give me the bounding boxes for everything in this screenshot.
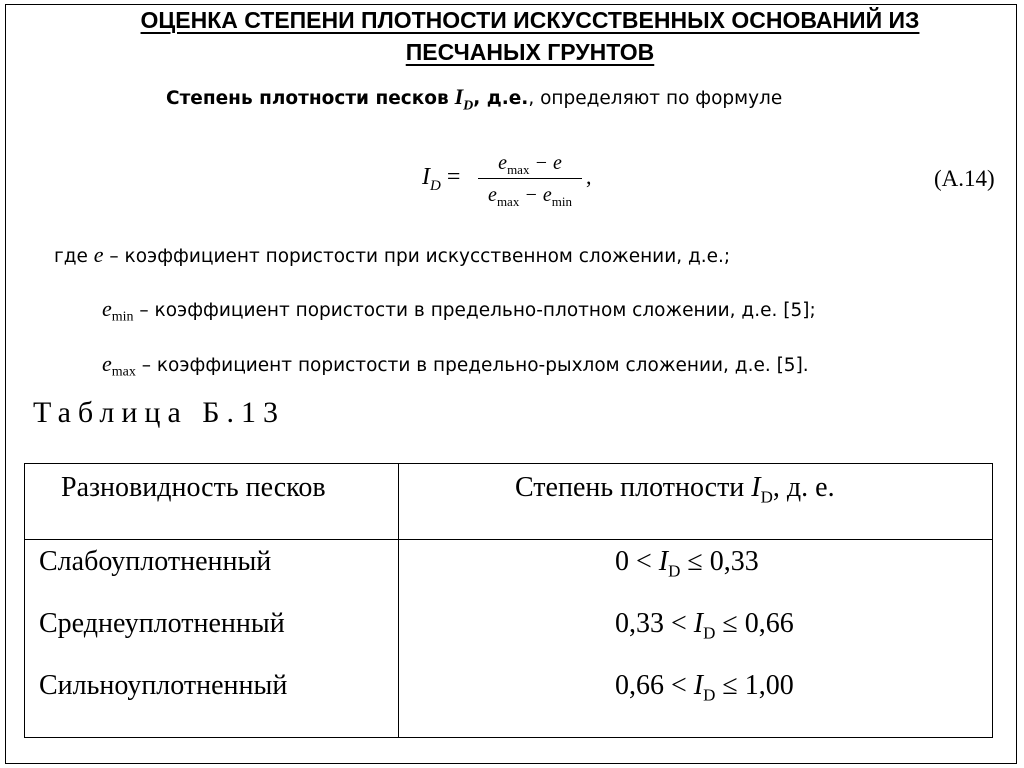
table-row-range [615, 608, 794, 644]
range-symbol: I [658, 546, 669, 577]
table-row-kind: Сильноуплотненный [39, 670, 288, 701]
range-right: ≤ 1,00 [715, 670, 794, 701]
definition-text: – коэффициент пористости при искусственном сложении, д.е.; [103, 246, 731, 267]
definition-text: – коэффициент пористости в предельно-плотном сложении, д.е. [5]; [133, 300, 816, 321]
definition-symbol: e [102, 296, 112, 321]
fraction-bar [478, 178, 582, 179]
formula-intro [166, 84, 782, 114]
table-row-range [615, 670, 794, 706]
formula-lhs-sub: D [430, 177, 441, 194]
table-header-divider [25, 539, 992, 540]
intro-rest: , определяют по формуле [528, 88, 783, 109]
definition-e [54, 242, 730, 268]
definition-e-min [102, 296, 816, 326]
range-sub: D [668, 561, 681, 581]
definition-symbol: e [102, 351, 112, 376]
range-symbol: I [693, 608, 704, 639]
formula-numerator [478, 150, 582, 176]
range-left: 0 < [615, 546, 659, 577]
formula-lhs-letter: I [422, 164, 430, 190]
definition-sub: min [111, 309, 134, 325]
formula-equals: = [446, 164, 461, 190]
denominator-minus: − [519, 184, 543, 206]
density-table [24, 463, 993, 738]
definition-sub: max [111, 364, 136, 380]
range-sub: D [703, 623, 716, 643]
header-density-symbol: I [751, 472, 761, 503]
formula-comma: , [586, 164, 592, 189]
numerator-var: e [498, 152, 508, 174]
intro-unit: , д.е. [473, 88, 529, 109]
slide-title-line-2: ПЕСЧАНЫХ ГРУНТОВ [405, 39, 655, 65]
table-row-kind: Слабоуплотненный [39, 546, 272, 577]
range-sub: D [703, 685, 716, 705]
table-header-density [515, 472, 835, 508]
definition-text: – коэффициент пористости в предельно-рыхлом сложении, д.е. [5]. [135, 355, 809, 376]
equation-number: (А.14) [934, 166, 995, 191]
definition-prefix: где [54, 246, 94, 267]
header-density-text: Степень плотности [515, 472, 752, 503]
numerator-rest: − e [529, 152, 562, 174]
definition-e-max [102, 351, 809, 381]
formula-lhs [422, 164, 460, 195]
table-column-divider [398, 464, 399, 737]
intro-symbol-sub: D [463, 98, 474, 114]
range-right: ≤ 0,33 [680, 546, 759, 577]
numerator-sub: max [507, 162, 530, 177]
intro-symbol-letter: I [454, 84, 464, 109]
table-label: Таблица Б.13 [33, 396, 286, 429]
formula-fraction [478, 150, 582, 208]
table-row-range [615, 546, 759, 582]
denominator-var-1: e [488, 184, 497, 206]
intro-symbol [454, 84, 474, 114]
header-density-sub: D [760, 487, 773, 507]
intro-bold-text: Степень плотности песков [166, 88, 449, 109]
range-left: 0,33 < [615, 608, 694, 639]
denominator-var-2: e [542, 184, 552, 206]
range-symbol: I [693, 670, 704, 701]
table-row-kind: Среднеуплотненный [39, 608, 285, 639]
slide-title-line-1: ОЦЕНКА СТЕПЕНИ ПЛОТНОСТИ ИСКУССТВЕННЫХ ОСНОВАНИЙ ИЗ [140, 7, 920, 33]
definition-symbol: e [93, 242, 104, 267]
range-right: ≤ 0,66 [715, 608, 794, 639]
header-density-unit: , д. е. [772, 472, 835, 503]
denominator-sub-1: max [496, 194, 520, 209]
range-left: 0,66 < [615, 670, 694, 701]
table-header-kind: Разновидность песков [61, 472, 326, 503]
denominator-sub-2: min [551, 194, 572, 209]
formula-denominator [478, 182, 582, 208]
